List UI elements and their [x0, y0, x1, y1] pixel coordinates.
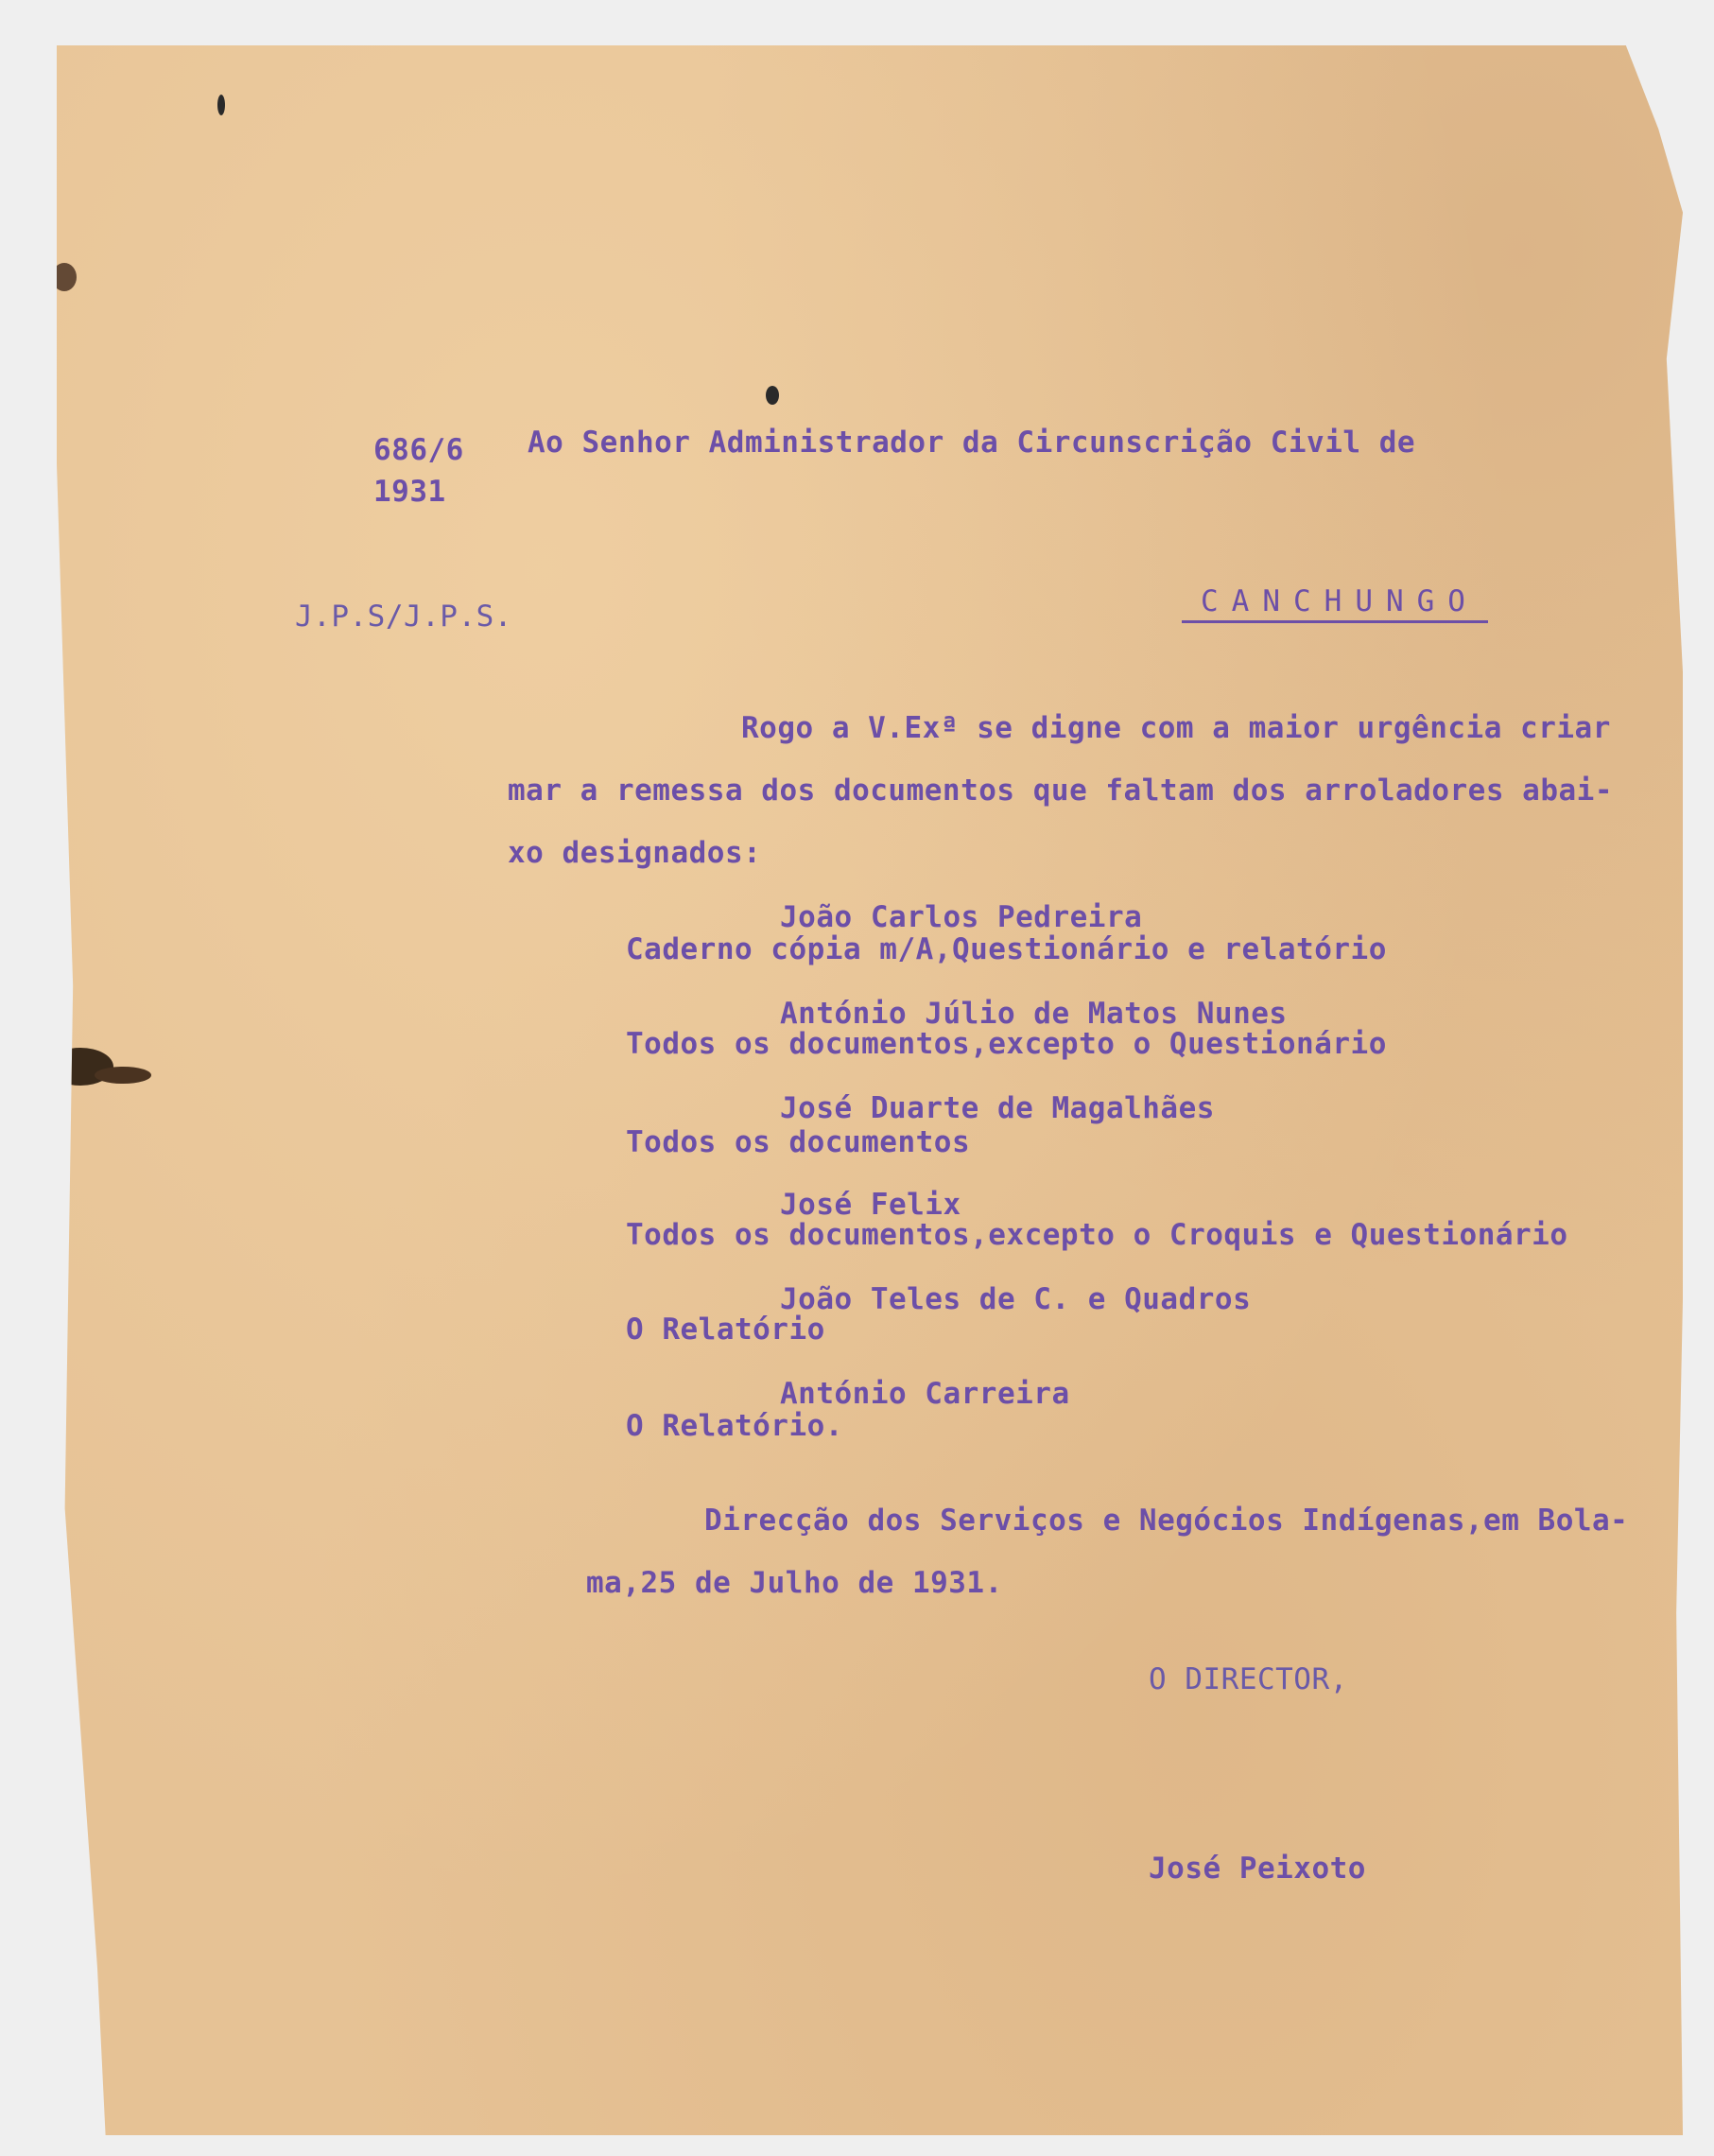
entry-name: João Teles de C. e Quadros: [780, 1282, 1252, 1316]
reference-year: 1931: [373, 475, 446, 509]
body-line-2: mar a remessa dos documentos que faltam dos arroladores abai-: [508, 774, 1613, 808]
entry-name: José Duarte de Magalhães: [780, 1091, 1215, 1125]
ink-stain: [95, 1067, 151, 1084]
body-line-1: Rogo a V.Exª se digne com a maior urgência criar: [741, 711, 1611, 745]
initials: J.P.S/J.P.S.: [295, 600, 512, 634]
closing-line-2: ma,25 de Julho de 1931.: [586, 1566, 1003, 1600]
entry-name: José Felix: [780, 1188, 961, 1222]
closing-line-1: Direcção dos Serviços e Negócios Indígenas,em Bola-: [704, 1504, 1629, 1538]
entry-name: António Carreira: [780, 1377, 1070, 1411]
reference-number: 686/6: [373, 433, 464, 467]
entry-name: João Carlos Pedreira: [780, 900, 1143, 934]
entry-name: António Júlio de Matos Nunes: [780, 997, 1288, 1031]
entry-missing: Todos os documentos,excepto o Croquis e Questionário: [626, 1218, 1568, 1252]
entry-missing: Todos os documentos,excepto o Questionário: [626, 1027, 1387, 1061]
document-page: [57, 45, 1683, 2135]
addressee-line: Ao Senhor Administrador da Circunscrição Civil de: [528, 426, 1416, 460]
ink-stain: [217, 95, 225, 115]
destination-place: CANCHUNGO: [1182, 584, 1488, 623]
entry-missing: O Relatório.: [626, 1409, 843, 1443]
ink-stain: [766, 386, 779, 405]
entry-missing: O Relatório: [626, 1313, 825, 1347]
body-line-3: xo designados:: [508, 836, 762, 870]
ink-stain: [52, 263, 77, 291]
entry-missing: Todos os documentos: [626, 1125, 971, 1159]
signatory-name: José Peixoto: [1149, 1852, 1366, 1886]
signatory-title: O DIRECTOR,: [1149, 1662, 1348, 1696]
entry-missing: Caderno cópia m/A,Questionário e relatório: [626, 932, 1387, 966]
